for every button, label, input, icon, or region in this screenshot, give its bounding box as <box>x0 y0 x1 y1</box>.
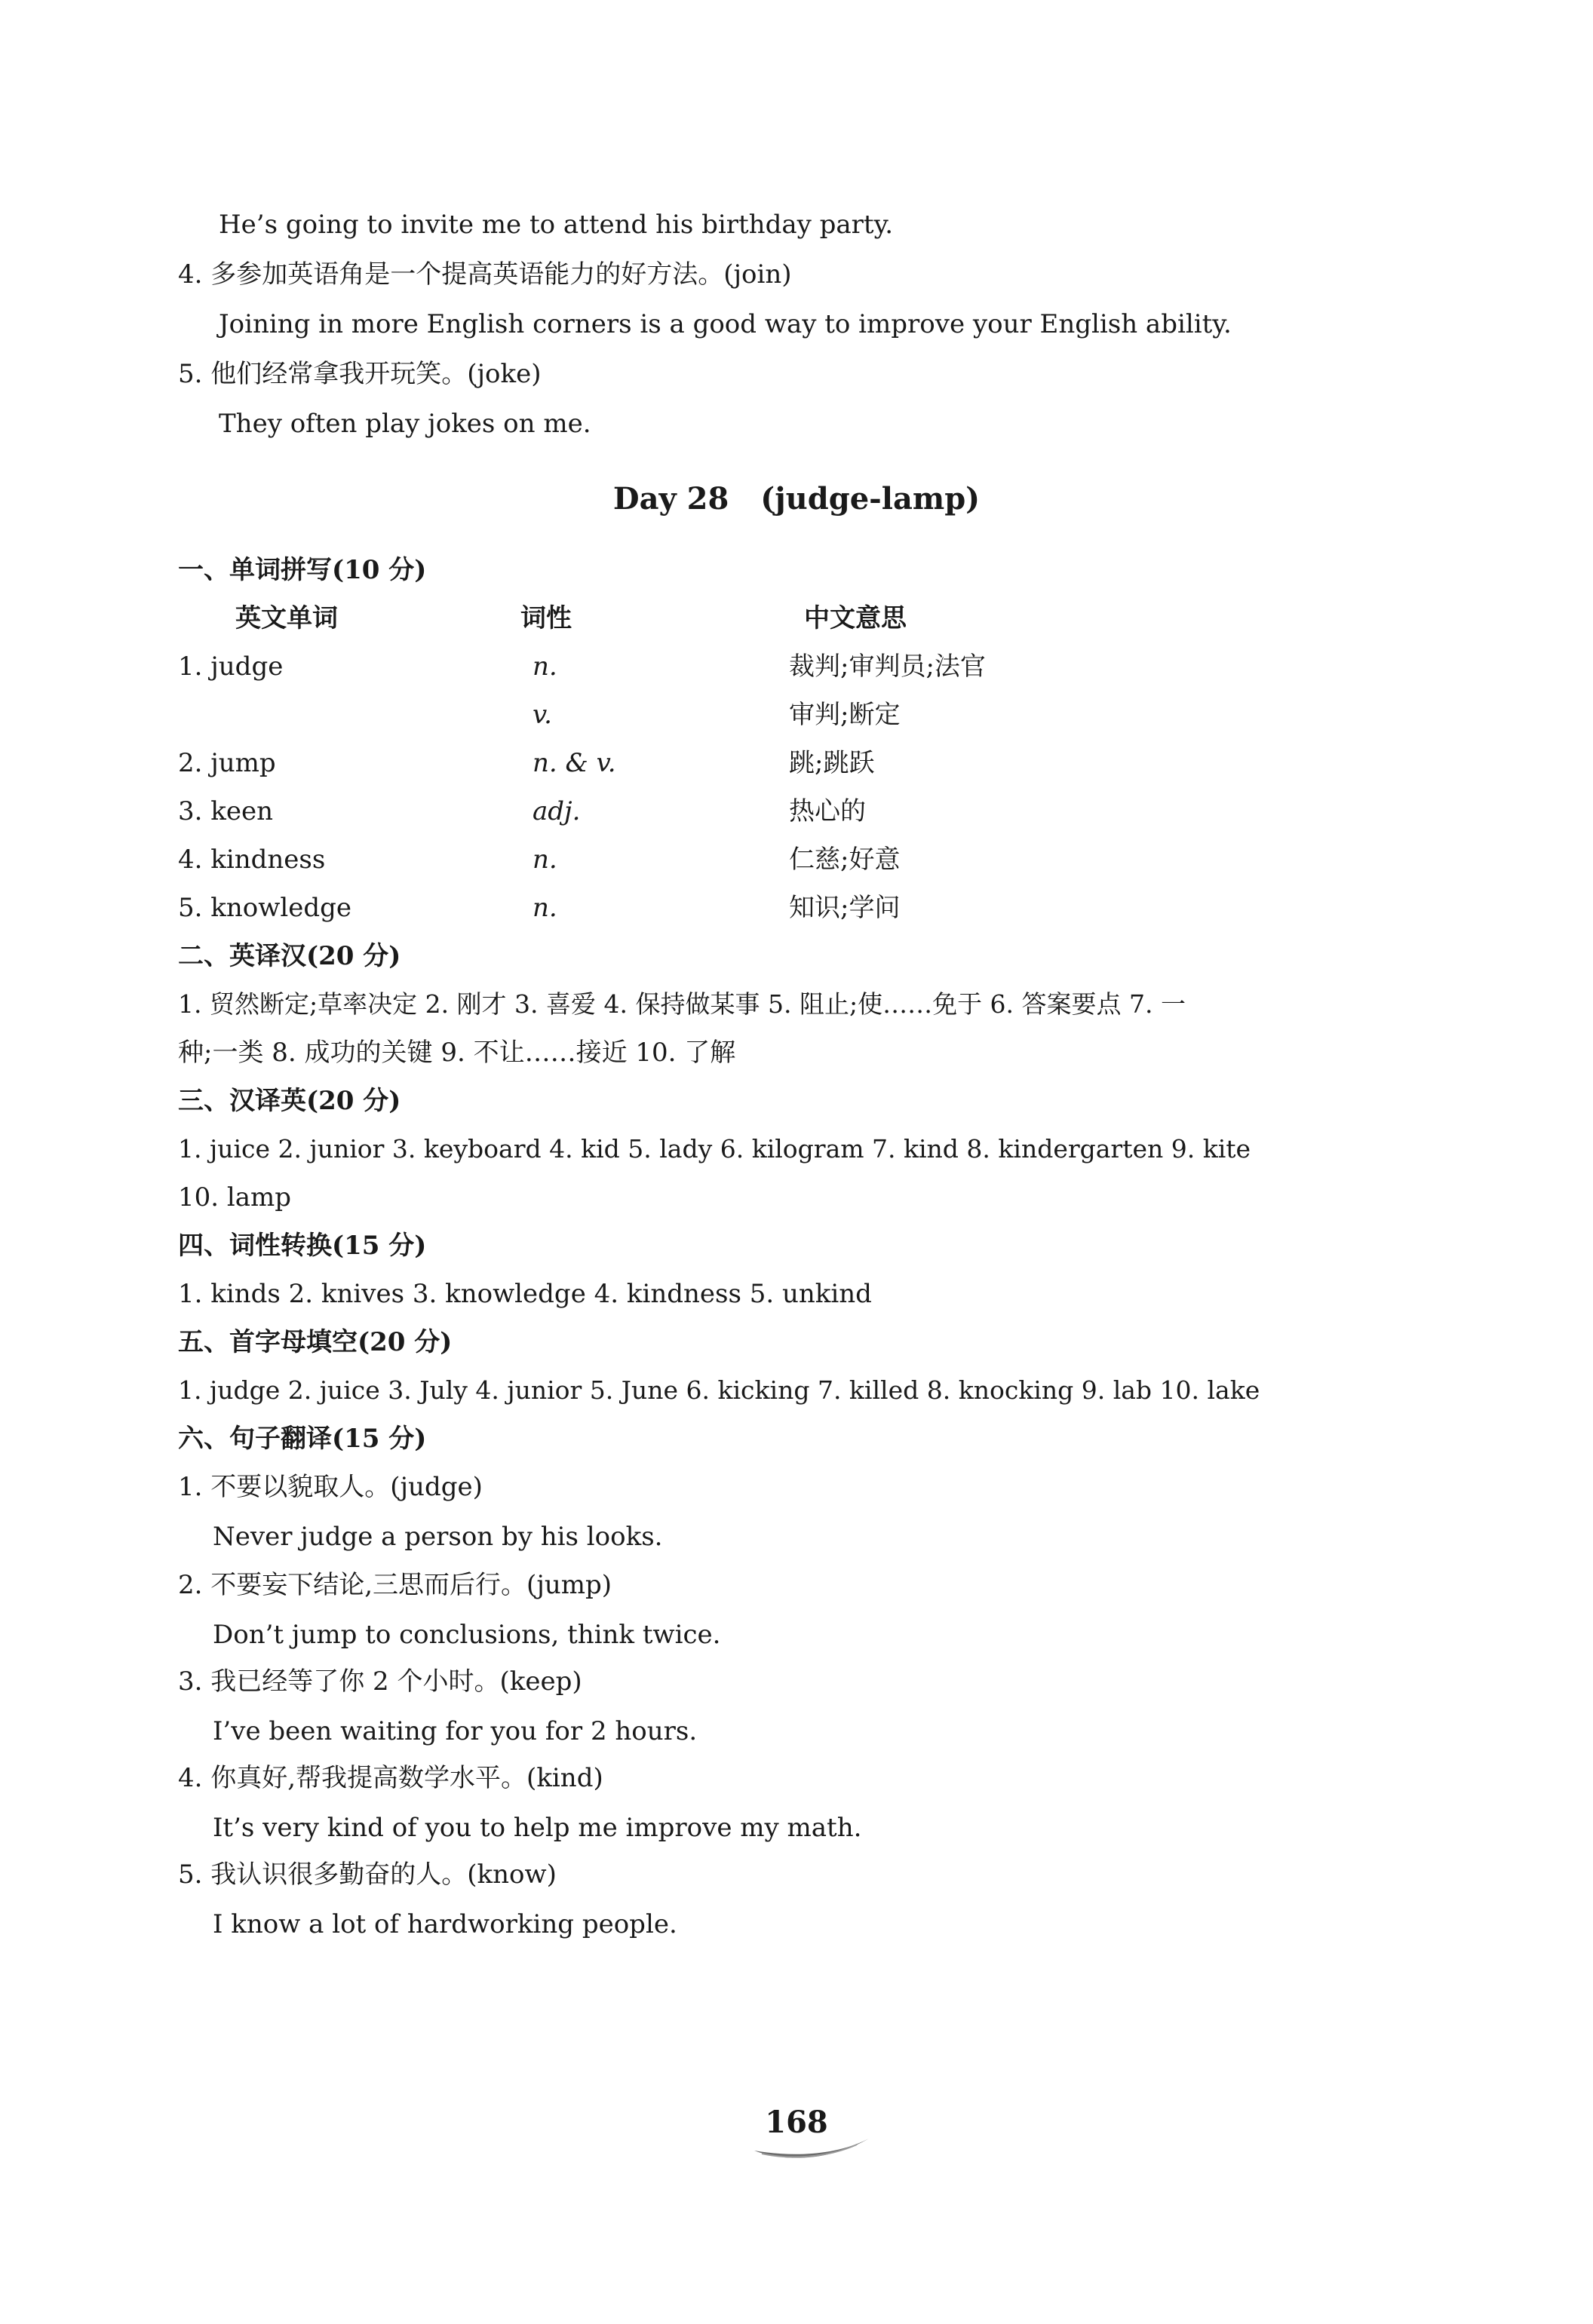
section4-answers: 1. kinds 2. knives 3. knowledge 4. kindness 5. unkind <box>178 1279 872 1309</box>
translation-answer: It’s very kind of you to help me improve my math. <box>213 1813 862 1843</box>
section3-heading: 三、汉译英(20 分) <box>178 1086 401 1116</box>
section2-heading: 二、英译汉(20 分) <box>178 941 401 971</box>
translation-answer: Don’t jump to conclusions, think twice. <box>213 1620 721 1650</box>
day-label: Day 28 <box>612 481 729 517</box>
translation-answer: Never judge a person by his looks. <box>213 1522 663 1552</box>
vocab-meaning: 仁慈;好意 <box>789 845 901 875</box>
section3-answers-line1: 1. juice 2. junior 3. keyboard 4. kid 5. lady 6. kilogram 7. kind 8. kindergarten 9. kite <box>178 1134 1251 1164</box>
vocab-pos: n. & v. <box>533 748 616 778</box>
prev-answer-3: He’s going to invite me to attend his birthday party. <box>219 210 894 240</box>
page-number: 168 <box>765 2105 828 2140</box>
vocab-meaning: 裁判;审判员;法官 <box>789 652 986 682</box>
col-header-meaning: 中文意思 <box>804 603 907 633</box>
page-number-swoosh-icon <box>751 2134 872 2164</box>
translation-answer: I know a lot of hardworking people. <box>213 1909 677 1939</box>
vocab-pos: adj. <box>533 796 581 826</box>
vocab-pos: n. <box>533 893 557 923</box>
section5-answers: 1. judge 2. juice 3. July 4. junior 5. June 6. kicking 7. killed 8. knocking 9. lab 10. lake <box>178 1375 1260 1405</box>
translation-question: 3. 我已经等了你 2 个小时。(keep) <box>178 1666 582 1697</box>
section2-answers-line1: 1. 贸然断定;草率决定 2. 刚才 3. 喜爱 4. 保持做某事 5. 阻止;使……免于 6. 答案要点 7. 一 <box>178 989 1186 1019</box>
col-header-pos: 词性 <box>520 603 572 633</box>
prev-question-4: 4. 多参加英语角是一个提高英语能力的好方法。(join) <box>178 259 792 290</box>
vocab-pos: n. <box>533 652 557 682</box>
vocab-meaning: 热心的 <box>789 796 866 826</box>
vocab-meaning: 跳;跳跃 <box>789 748 875 778</box>
prev-answer-4: Joining in more English corners is a good way to improve your English ability. <box>219 309 1232 339</box>
vocab-meaning: 审判;断定 <box>789 700 901 730</box>
section6-heading: 六、句子翻译(15 分) <box>178 1424 427 1454</box>
prev-answer-5: They often play jokes on me. <box>219 409 591 439</box>
section4-heading: 四、词性转换(15 分) <box>178 1231 427 1261</box>
vocab-pos: v. <box>533 700 552 730</box>
section2-answers-line2: 种;一类 8. 成功的关键 9. 不让……接近 10. 了解 <box>178 1038 736 1068</box>
day-title <box>0 480 1593 519</box>
translation-question: 5. 我认识很多勤奋的人。(know) <box>178 1860 557 1890</box>
section1-heading: 一、单词拼写(10 分) <box>178 555 427 585</box>
vocab-meaning: 知识;学问 <box>789 893 901 923</box>
section5-heading: 五、首字母填空(20 分) <box>178 1327 453 1357</box>
translation-question: 1. 不要以貌取人。(judge) <box>178 1472 483 1502</box>
translation-question: 2. 不要妄下结论,三思而后行。(jump) <box>178 1570 612 1600</box>
vocab-word: 3. keen <box>178 796 273 826</box>
prev-question-5: 5. 他们经常拿我开玩笑。(joke) <box>178 359 542 389</box>
vocab-word: 2. jump <box>178 748 276 778</box>
vocab-word: 1. judge <box>178 652 284 682</box>
vocab-word: 4. kindness <box>178 845 326 875</box>
section3-answers-line2: 10. lamp <box>178 1182 292 1213</box>
vocab-pos: n. <box>533 845 557 875</box>
day-range: (judge-lamp) <box>760 481 981 517</box>
col-header-word: 英文单词 <box>235 603 338 633</box>
translation-question: 4. 你真好,帮我提高数学水平。(kind) <box>178 1763 603 1793</box>
vocab-word: 5. knowledge <box>178 893 351 923</box>
translation-answer: I’ve been waiting for you for 2 hours. <box>213 1716 698 1746</box>
